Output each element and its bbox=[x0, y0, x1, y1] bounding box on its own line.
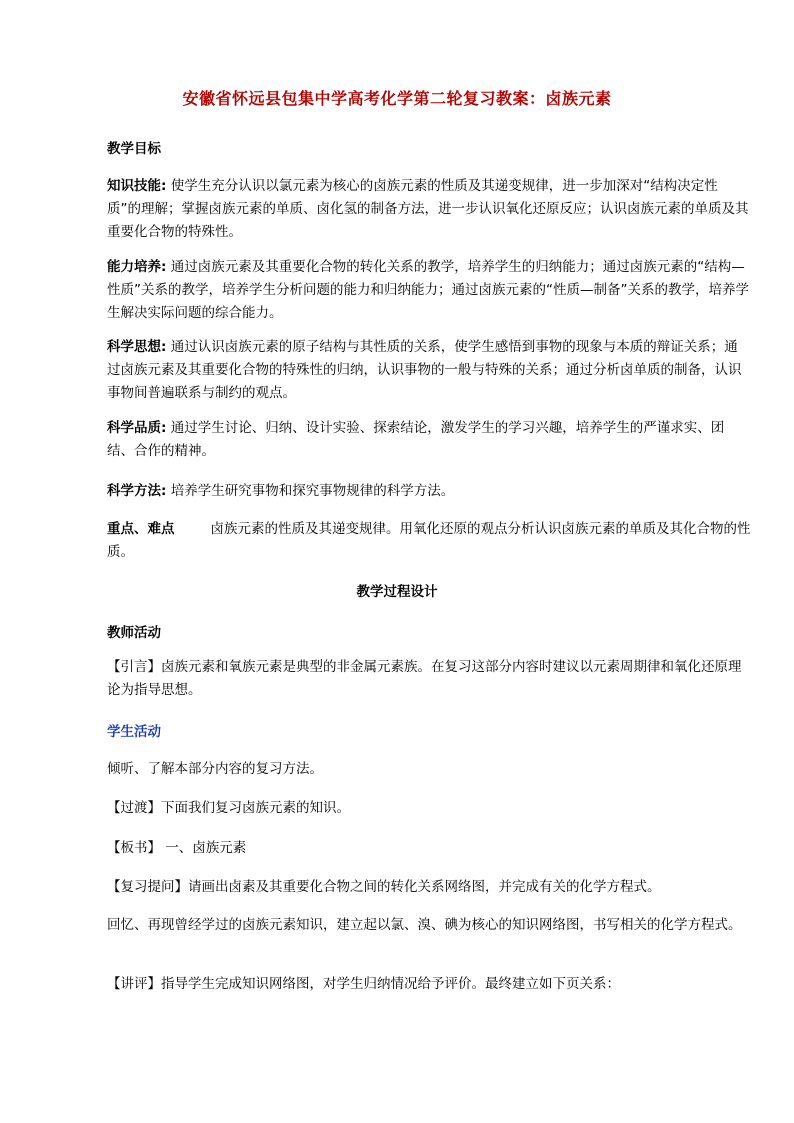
knowledge-skills-text: 使学生充分认识以氯元素为核心的卤族元素的性质及其递变规律，进一步加深对“结构决定性质”的理解；掌握卤族元素的单质、卤化氢的制备方法，进一步认识氧化还原反应；认识卤族元素的单质及其重要化合物的特殊性。 bbox=[107, 178, 749, 240]
scientific-method-text: 培养学生研究事物和探究事物规律的科学方法。 bbox=[166, 483, 455, 499]
scientific-thought-text: 通过认识卤族元素的原子结构与其性质的关系，使学生感悟到事物的现象与本质的辩证关系；通过卤族元素及其重要化合物的特殊性的归纳，认识事物的一般与特殊的关系；通过分析卤单质的制备，认识事物间普遍联系与制约的观点。 bbox=[107, 339, 742, 401]
keypoints-text: 卤族元素的性质及其递变规律。用氧化还原的观点分析认识卤族元素的单质及其化合物的性质。 bbox=[107, 521, 751, 560]
comment-paragraph: 【讲评】指导学生完成知识网络图，对学生归纳情况给予评价。最终建立如下页关系： bbox=[107, 976, 620, 992]
scientific-quality-text: 通过学生讨论、归纳、设计实验、探索结论，激发学生的学习兴趣，培养学生的严谨求实、团结、合作的精神。 bbox=[107, 420, 725, 459]
intro-paragraph: 【引言】卤族元素和氧族元素是典型的非金属元素族。在复习这部分内容时建议以元素周期律和氧化还原理论为指导思想。 bbox=[107, 659, 742, 698]
scientific-method-label: 科学方法: bbox=[107, 483, 167, 499]
keypoints-label: 重点、难点 bbox=[107, 521, 175, 537]
teaching-goals-heading: 教学目标 bbox=[107, 141, 161, 157]
recall-paragraph: 回忆、再现曾经学过的卤族元素知识，建立起以氯、溴、碘为核心的知识网络图，书写相关的化学方程式。 bbox=[107, 917, 742, 933]
ability-label: 能力培养: bbox=[107, 259, 167, 275]
keypoints-paragraph bbox=[76, 518, 751, 564]
scientific-thought-label: 科学思想: bbox=[107, 339, 167, 355]
listen-paragraph: 倾听、了解本部分内容的复习方法。 bbox=[107, 761, 323, 777]
transition-paragraph: 【过渡】下面我们复习卤族元素的知识。 bbox=[107, 800, 350, 816]
knowledge-skills-paragraph bbox=[76, 175, 751, 244]
scientific-thought-paragraph bbox=[76, 336, 751, 405]
process-design-heading: 教学过程设计 bbox=[356, 584, 438, 600]
scientific-quality-label: 科学品质: bbox=[107, 420, 167, 436]
document-title: 安徽省怀远县包集中学高考化学第二轮复习教案：卤族元素 bbox=[182, 89, 612, 108]
scientific-quality-paragraph bbox=[76, 417, 751, 463]
student-activity-heading: 学生活动 bbox=[107, 724, 161, 740]
teacher-activity-heading: 教师活动 bbox=[107, 625, 161, 641]
ability-text: 通过卤族元素及其重要化合物的转化关系的教学，培养学生的归纳能力；通过卤族元素的“结构—性质”关系的教学，培养学生分析问题的能力和归纳能力；通过卤族元素的“性质—制备”关系的教学，培养学生解决实际问题的综合能力。 bbox=[107, 259, 749, 321]
scientific-method-paragraph bbox=[76, 480, 751, 503]
ability-paragraph bbox=[76, 256, 751, 325]
review-question-paragraph: 【复习提问】请画出卤素及其重要化合物之间的转化关系网络图，并完成有关的化学方程式。 bbox=[107, 879, 661, 895]
board-paragraph: 【板书】 一、卤族元素 bbox=[107, 840, 247, 856]
knowledge-skills-label: 知识技能: bbox=[107, 178, 167, 194]
